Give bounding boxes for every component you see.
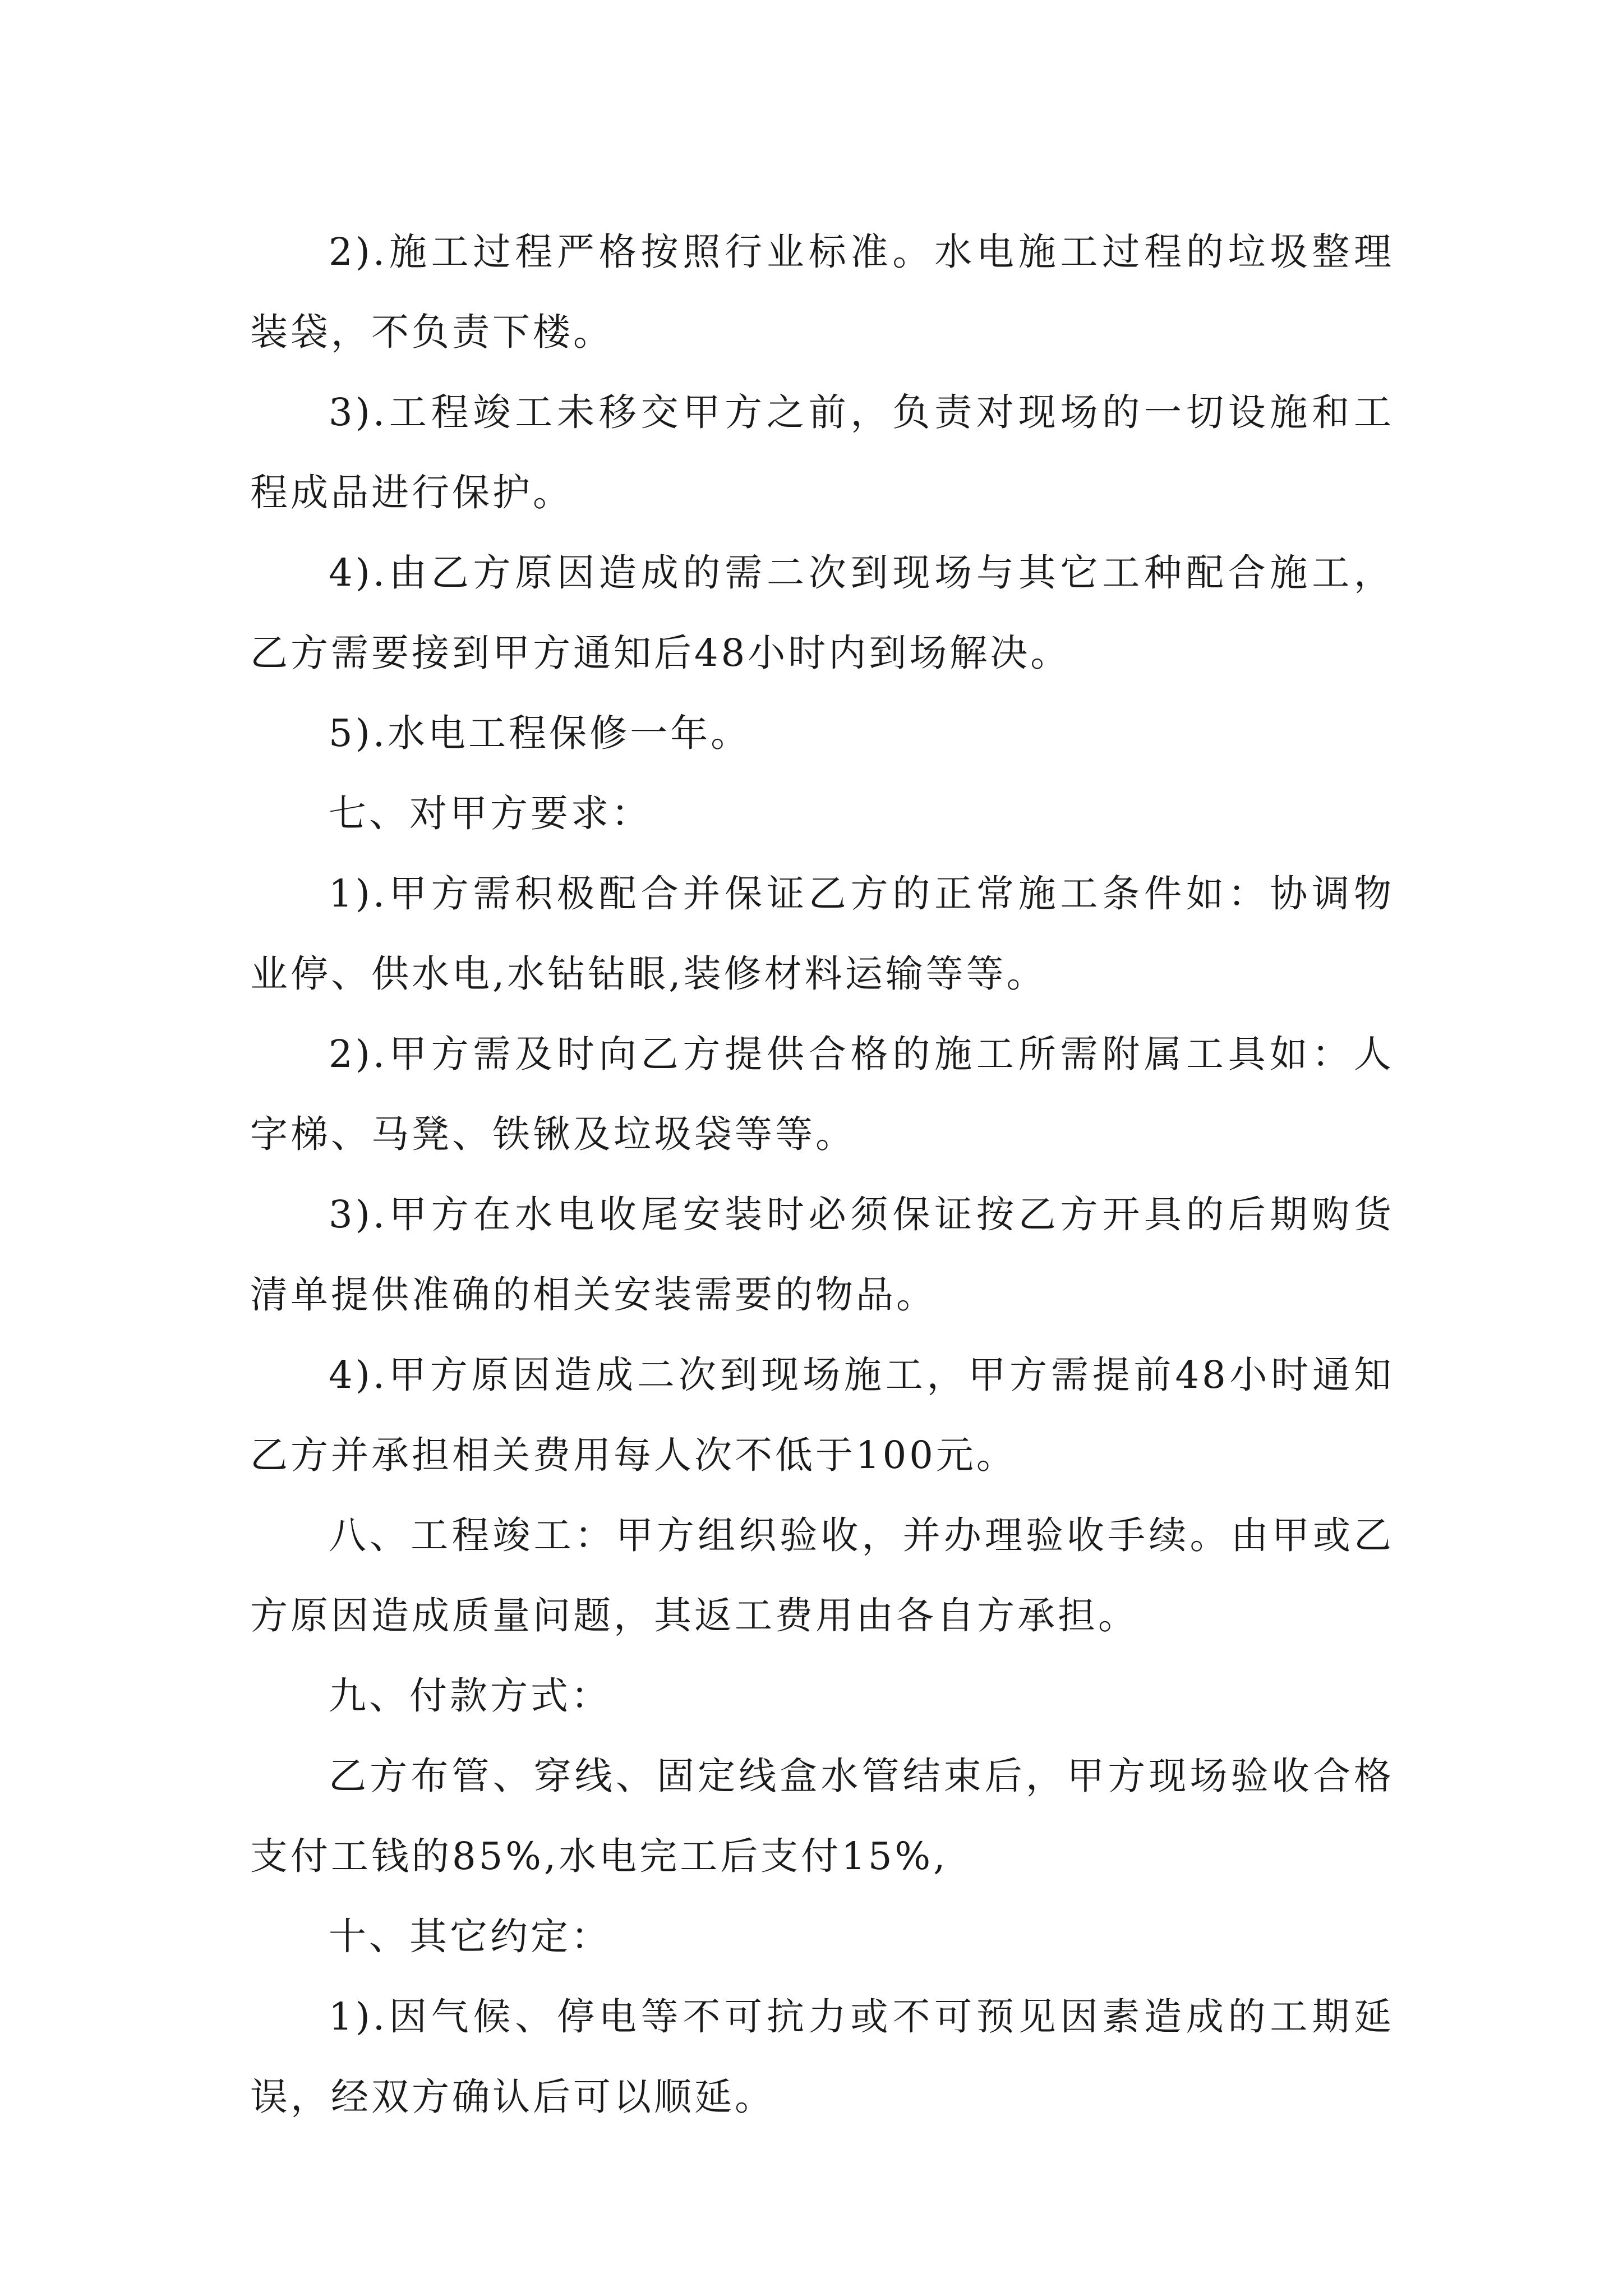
section-7-item-4: 4).甲方原因造成二次到现场施工，甲方需提前48小时通知乙方并承担相关费用每人次不低于100元。 (250, 1353, 1394, 1477)
section-7-item-2: 2).甲方需及时向乙方提供合格的施工所需附属工具如：人字梯、马凳、铁锹及垃圾袋等等。 (250, 1032, 1394, 1156)
section-8-completion: 八、工程竣工：甲方组织验收，并办理验收手续。由甲或乙方原因造成质量问题，其返工费用由各自方承担。 (250, 1513, 1394, 1637)
section-10-heading: 十、其它约定： (329, 1915, 611, 1958)
section-10-item-1: 1).因气候、停电等不可抗力或不可预见因素造成的工期延误，经双方确认后可以顺延。 (250, 1995, 1394, 2119)
section-9-heading: 九、付款方式： (329, 1674, 611, 1718)
section-7-item-1: 1).甲方需积极配合并保证乙方的正常施工条件如：协调物业停、供水电,水钻钻眼,装修材料运输等等。 (250, 872, 1394, 996)
clause-4-second-visit: 4).由乙方原因造成的需二次到现场与其它工种配合施工，乙方需要接到甲方通知后48小时内到场解决。 (250, 551, 1394, 675)
clause-2-construction-standard: 2).施工过程严格按照行业标准。水电施工过程的垃圾整理装袋，不负责下楼。 (250, 230, 1394, 354)
clause-5-warranty: 5).水电工程保修一年。 (329, 711, 751, 755)
clause-3-site-protection: 3).工程竣工未移交甲方之前，负责对现场的一切设施和工程成品进行保护。 (250, 390, 1394, 514)
section-7-item-3: 3).甲方在水电收尾安装时必须保证按乙方开具的后期购货清单提供准确的相关安装需要的物品。 (250, 1193, 1394, 1317)
document-body (250, 212, 1394, 2137)
section-7-heading: 七、对甲方要求： (329, 792, 652, 835)
section-9-payment-terms: 乙方布管、穿线、固定线盒水管结束后，甲方现场验收合格支付工钱的85%,水电完工后支付15%, (250, 1754, 1394, 1878)
